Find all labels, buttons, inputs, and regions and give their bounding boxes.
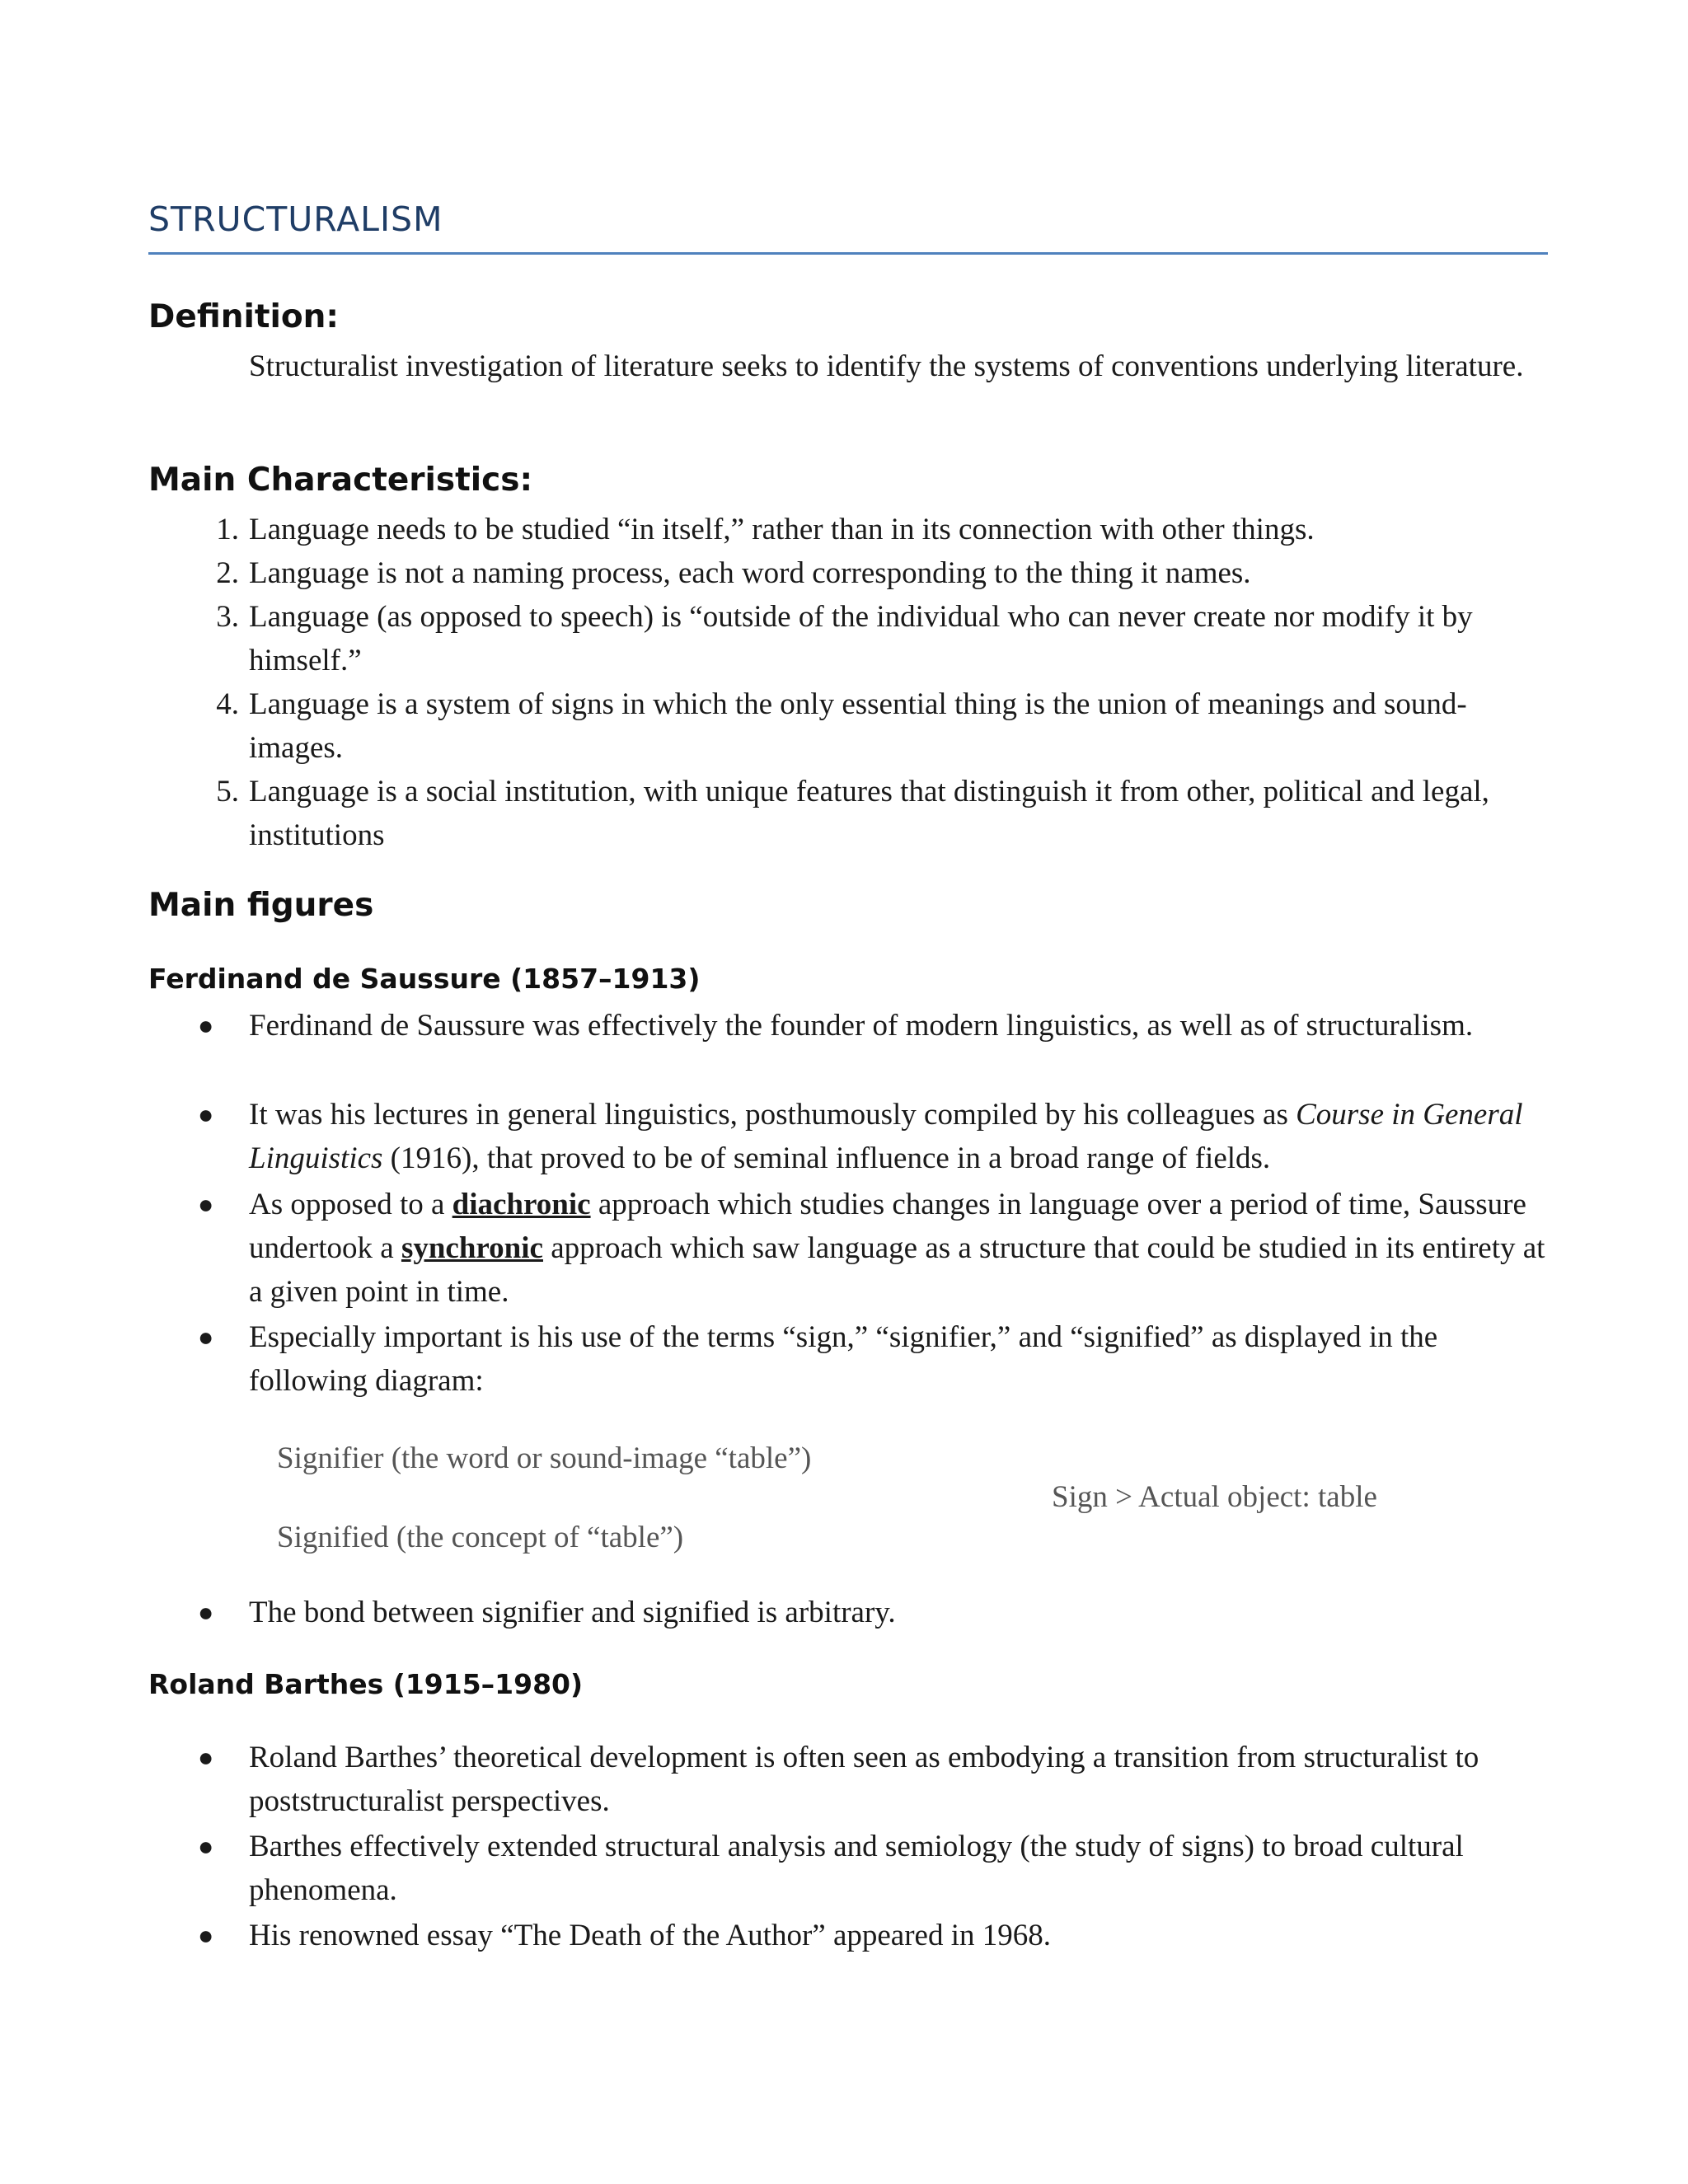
saussure-bullet (198, 1004, 1551, 1047)
term-diachronic: diachronic (452, 1188, 591, 1221)
bullet-text: As opposed to a (249, 1188, 452, 1221)
definition-heading: Definition: (148, 298, 340, 335)
characteristics-heading: Main Characteristics: (148, 462, 533, 499)
bullet-text: It was his lectures in general linguistics, posthumously compiled by his colleagues as (249, 1098, 1296, 1132)
saussure-heading: Ferdinand de Saussure (1857–1913) (148, 963, 701, 995)
list-number: 1. (216, 513, 239, 546)
bullet-icon: ● (198, 1189, 214, 1219)
bullet-text: Barthes effectively extended structural analysis and semiology (the study of signs) to broad cultural phenomena. (249, 1830, 1464, 1907)
bullet-text: approach which saw language as a structure that could be studied in its entirety at a given point in time. (249, 1231, 1545, 1309)
barthes-bullet (198, 1736, 1551, 1823)
bullet-icon: ● (198, 1920, 214, 1950)
bullet-text: Roland Barthes’ theoretical development is often seen as embodying a transition from structuralist to poststructuralist perspectives. (249, 1741, 1479, 1818)
term-synchronic: synchronic (401, 1231, 543, 1265)
barthes-bullet (198, 1914, 1551, 1957)
list-number: 5. (216, 775, 239, 808)
bullet-text: The bond between signifier and signified is arbitrary. (249, 1596, 896, 1629)
bullet-text: (1916), that proved to be of seminal influence in a broad range of fields. (382, 1141, 1271, 1175)
saussure-bullet (198, 1093, 1551, 1180)
diagram-sign: Sign > Actual object: table (1052, 1480, 1377, 1514)
diagram-signified: Signified (the concept of “table”) (277, 1521, 684, 1554)
saussure-bullet (198, 1315, 1551, 1403)
bullet-icon: ● (198, 1597, 214, 1627)
figures-heading: Main figures (148, 887, 374, 924)
bullet-text: Especially important is his use of the terms “sign,” “signifier,” and “signified” as displayed in the following diagram: (249, 1320, 1438, 1398)
characteristic-item (216, 508, 1551, 551)
definition-text: Structuralist investigation of literature seeks to identify the systems of conventions underlying literature. (249, 349, 1524, 383)
bullet-icon: ● (198, 1831, 214, 1861)
saussure-bullet (198, 1591, 1551, 1634)
bullet-icon: ● (198, 1322, 214, 1352)
page-title: STRUCTURALISM (148, 199, 443, 239)
bullet-icon: ● (198, 1010, 214, 1040)
characteristic-text: Language is a system of signs in which the only essential thing is the union of meanings and sound-images. (249, 687, 1467, 765)
bullet-text: Ferdinand de Saussure was effectively the founder of modern linguistics, as well as of structuralism. (249, 1009, 1474, 1043)
book-title: Course in General Linguistics (249, 1098, 1523, 1175)
characteristic-text: Language is not a naming process, each word corresponding to the thing it names. (249, 556, 1251, 590)
characteristic-text: Language is a social institution, with unique features that distinguish it from other, political and legal, institutions (249, 775, 1489, 852)
characteristic-item (216, 682, 1551, 770)
diagram-signifier: Signifier (the word or sound-image “table”) (277, 1441, 812, 1475)
characteristic-item (216, 770, 1551, 857)
barthes-bullet (198, 1825, 1551, 1912)
characteristic-text: Language needs to be studied “in itself,” rather than in its connection with other things. (249, 513, 1315, 546)
bullet-icon: ● (198, 1742, 214, 1772)
list-number: 4. (216, 687, 239, 721)
title-underline (148, 252, 1548, 255)
characteristic-item (216, 595, 1551, 682)
characteristic-item (216, 551, 1551, 595)
bullet-text: His renowned essay “The Death of the Author” appeared in 1968. (249, 1919, 1051, 1952)
characteristic-text: Language (as opposed to speech) is “outside of the individual who can never create nor modify it by himself.” (249, 600, 1473, 677)
list-number: 2. (216, 556, 239, 590)
bullet-icon: ● (198, 1099, 214, 1129)
bullet-text: approach which studies changes in language over a period of time, Saussure undertook a (249, 1188, 1526, 1265)
barthes-heading: Roland Barthes (1915–1980) (148, 1668, 584, 1700)
saussure-bullet (198, 1183, 1551, 1314)
list-number: 3. (216, 600, 239, 634)
